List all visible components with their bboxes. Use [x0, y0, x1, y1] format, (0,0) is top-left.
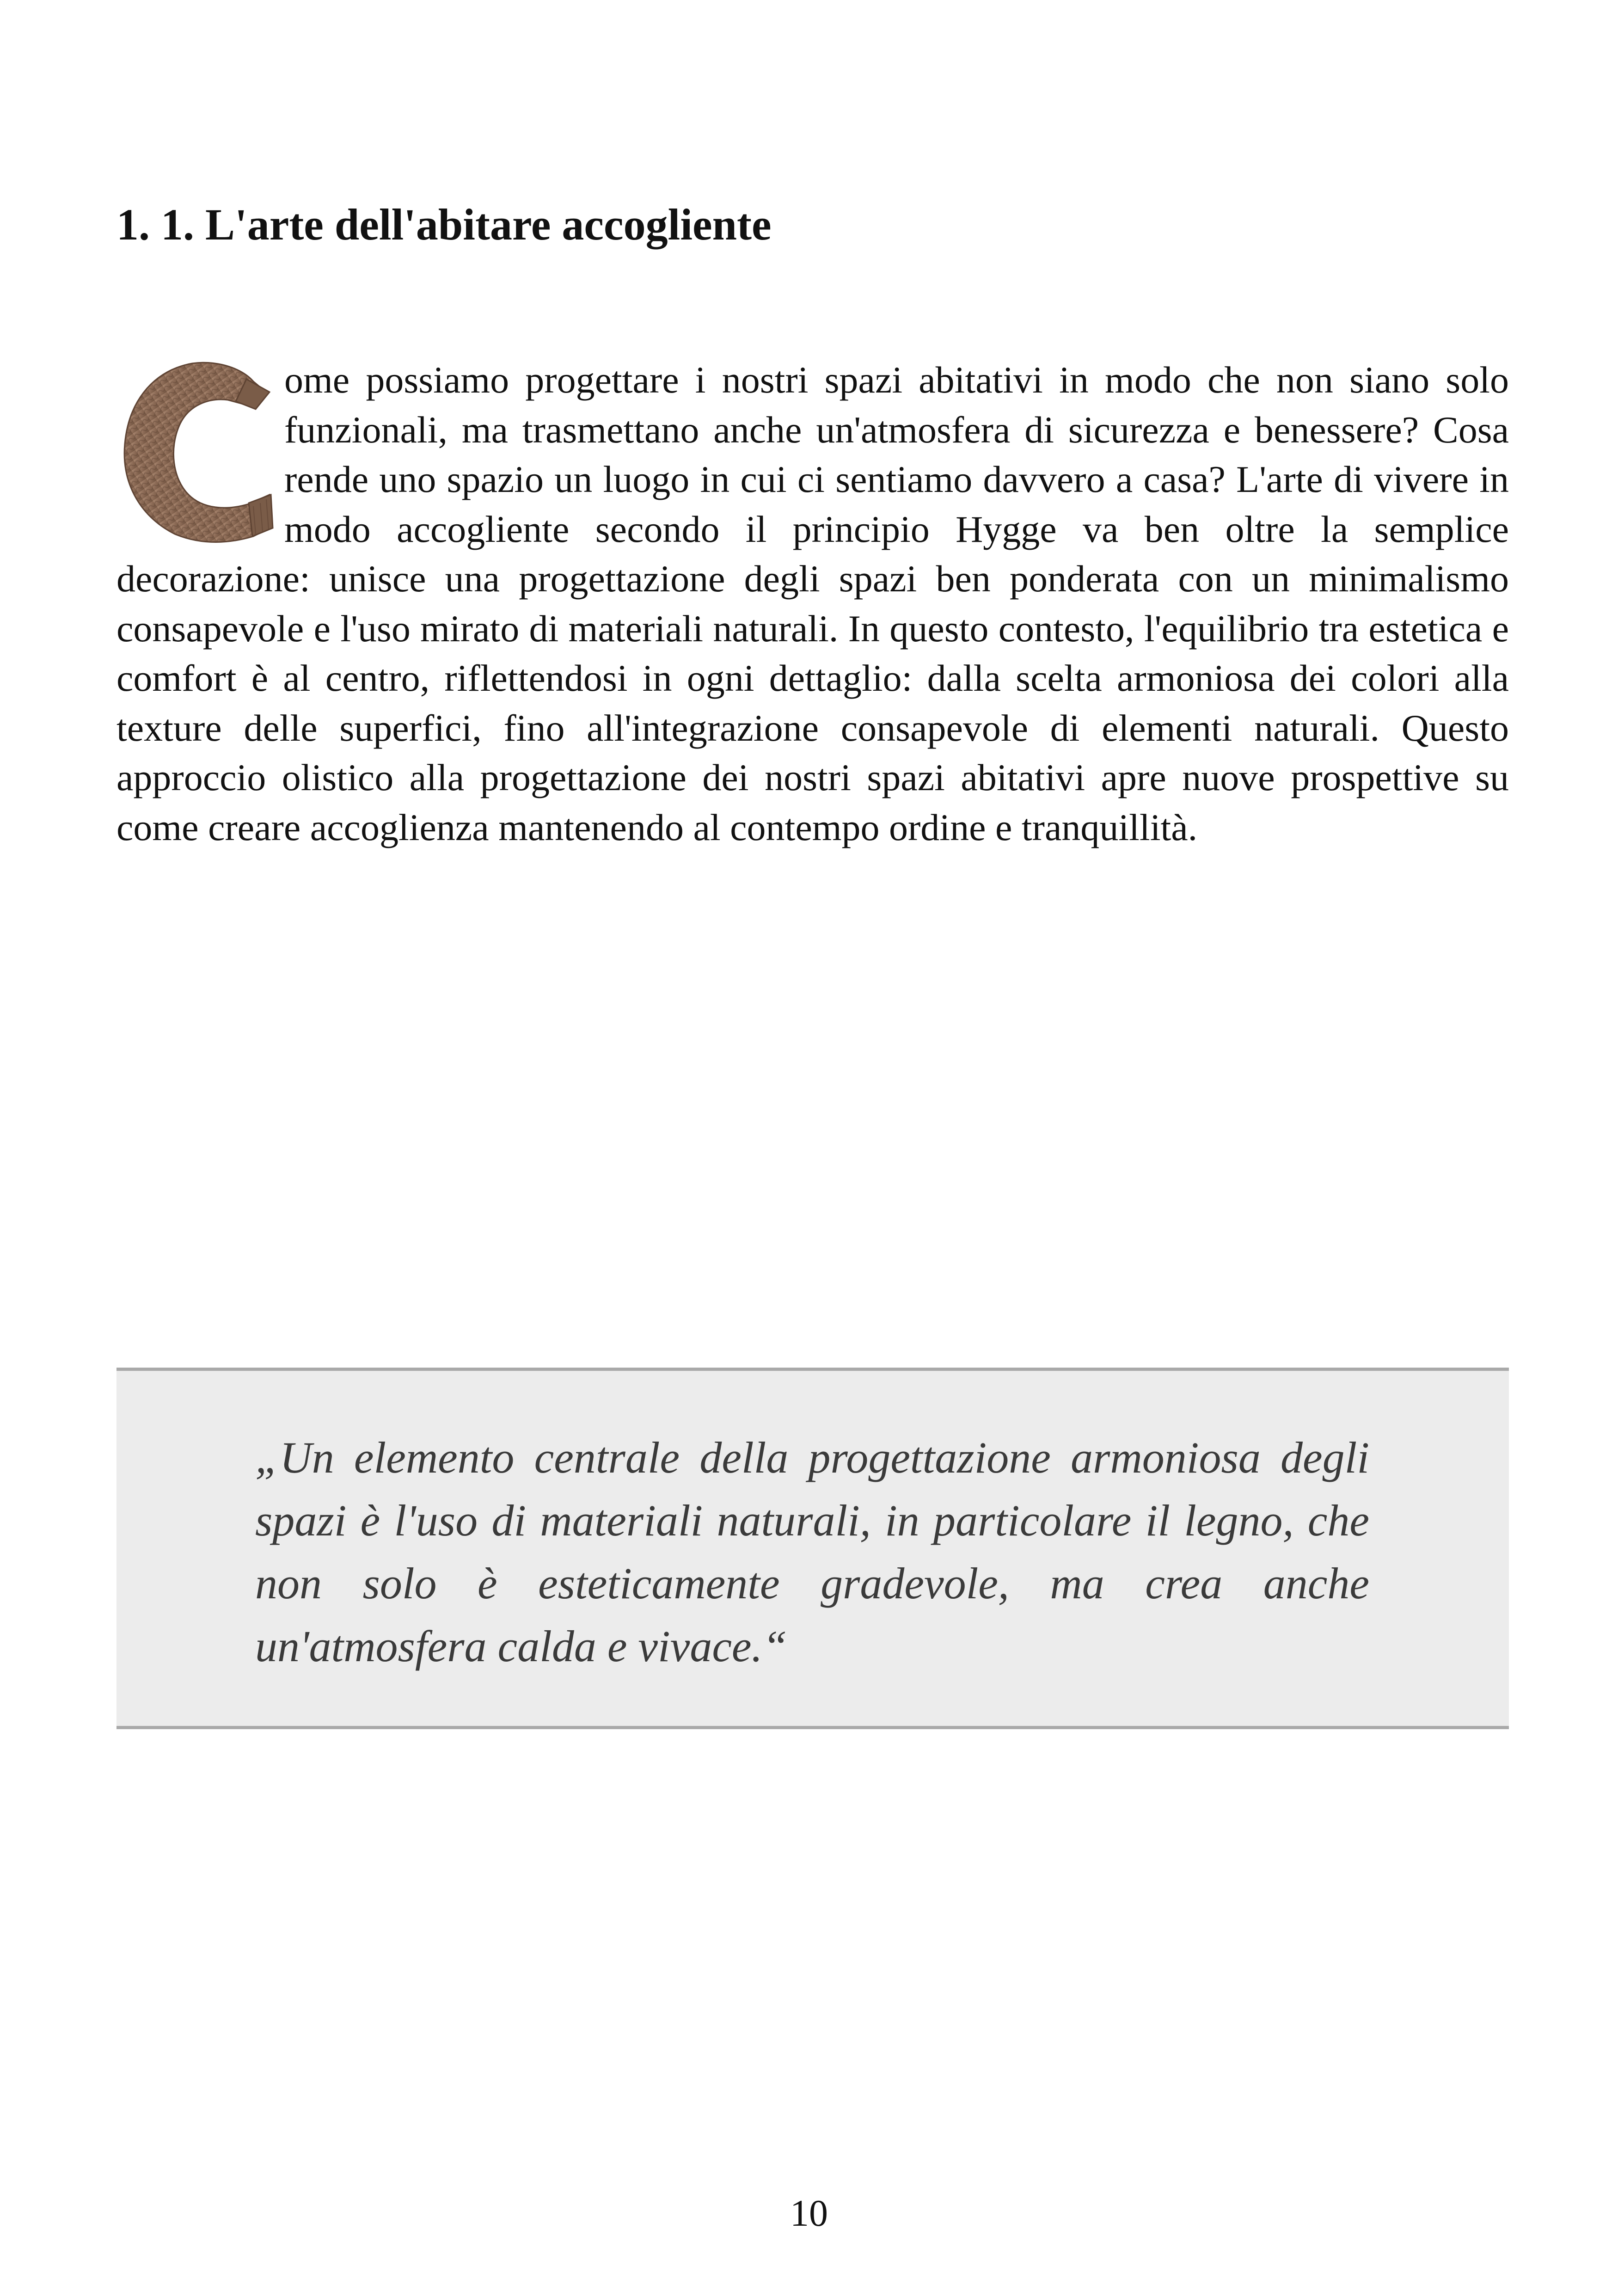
page-number: 10: [790, 2192, 828, 2234]
section-heading: 1. 1. L'arte dell'abitare accogliente: [116, 200, 772, 249]
body-paragraph: [116, 355, 1509, 852]
dropcap-c-sweater-icon: [115, 356, 274, 548]
pull-quote-text: „Un elemento centrale della progettazione armoniosa degli spazi è l'uso di materiali naturali, in particolare il legno, che non solo è esteticamente gradevole, ma crea anche un'atmosfera calda e vivace.“: [255, 1433, 1369, 1671]
pull-quote-box: [116, 1368, 1509, 1729]
body-paragraph-text: ome possiamo progettare i nostri spazi abitativi in modo che non siano solo funzionali, ma trasmettano anche un'atmosfera di sicurezza e benessere? Cosa rende uno spazio un luogo in cui ci sentiamo davvero a casa? L'arte di vivere in modo accogliente secondo il principio Hygge va ben oltre la semplice decorazione: unisce una progettazione degli spazi ben ponderata con un minimalismo consapevole e l'uso mirato di materiali naturali. In questo contesto, l'equilibrio tra estetica e comfort è al centro, riflettendosi in ogni dettaglio: dalla scelta armoniosa dei colori alla texture delle superfici, fino all'integrazione consapevole di elementi naturali. Questo approccio olistico alla progettazione dei nostri spazi abitativi apre nuove prospettive su come creare accoglienza mantenendo al contempo ordine e tranquillità.: [116, 359, 1509, 848]
